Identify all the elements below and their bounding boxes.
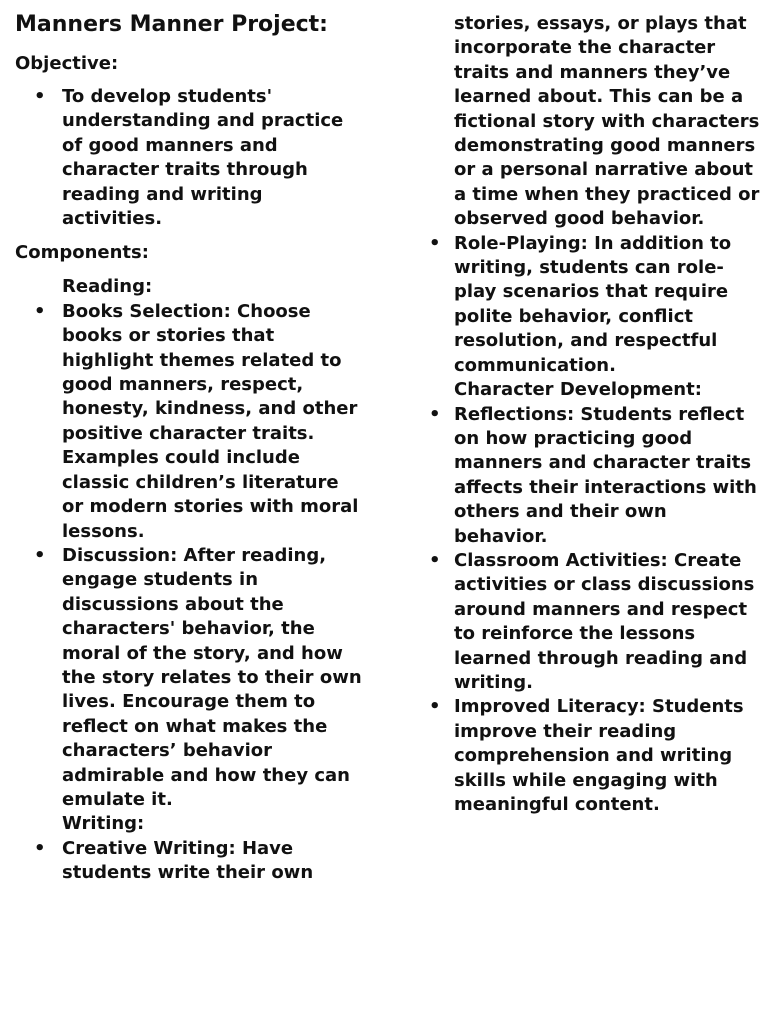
right-column [430, 12, 760, 817]
character-list [430, 403, 760, 818]
components-heading: Components: [15, 242, 149, 264]
writing-heading: Writing: [62, 813, 145, 835]
list-item [430, 549, 760, 695]
list-item [15, 300, 365, 544]
list-item [15, 837, 365, 886]
left-column [15, 0, 365, 886]
bullet-icon: • [34, 837, 46, 859]
list-item [15, 85, 365, 231]
reflections-text: Reflections: Students reflect on how practicing good manners and character traits affects their interactions with others and their own behavior. [454, 403, 757, 547]
objective-heading: Objective: [15, 53, 119, 74]
classroom-activities-text: Classroom Activities: Create activities or class discussions around manners and respect to reinforce the lessons learned through reading and writing. [454, 549, 755, 693]
improved-literacy-text: Improved Literacy: Students improve their reading comprehension and writing skills while engaging with meaningful content. [454, 696, 744, 815]
list-item [15, 544, 365, 812]
bullet-icon: • [429, 232, 441, 254]
creative-writing-continued: stories, essays, or plays that incorporate the character traits and manners they’ve learned about. This can be a fictional story with characters demonstrating good manners or a personal narrative about a time when they practiced or observed good behavior. [454, 13, 760, 230]
list-item [430, 695, 760, 817]
bullet-icon: • [34, 544, 46, 566]
bullet-icon: • [34, 300, 46, 322]
bullet-icon: • [429, 549, 441, 571]
books-selection-text: Books Selection: Choose books or stories that highlight themes related to good manners, respect, honesty, kindness, and other positive character traits. Examples could include classic children’s literature or modern stories with moral lessons. [62, 300, 359, 542]
creative-writing-text: Creative Writing: Have students write their own [62, 837, 314, 884]
list-item [430, 403, 760, 549]
bullet-icon: • [34, 86, 46, 107]
character-development-heading: Character Development: [454, 379, 702, 401]
list-item [430, 232, 760, 378]
role-playing-text: Role-Playing: In addition to writing, students can role-play scenarios that require polite behavior, conflict resolution, and respectful communication. [454, 232, 732, 376]
objective-list [15, 85, 365, 231]
writing-list-continued [430, 232, 760, 378]
reading-list [15, 300, 365, 813]
bullet-icon: • [429, 696, 441, 718]
bullet-icon: • [429, 403, 441, 425]
discussion-text: Discussion: After reading, engage students in discussions about the characters' behavior, the moral of the story, and how the story relates to their own lives. Encourage them to reflect on what makes the characters’ behavior admirable and how they can emulate it. [62, 544, 362, 810]
objective-text: To develop students' understanding and practice of good manners and character traits through reading and writing activities. [62, 86, 344, 230]
page-title: Manners Manner Project: [15, 12, 328, 37]
writing-list [15, 837, 365, 886]
reading-heading: Reading: [62, 276, 153, 298]
